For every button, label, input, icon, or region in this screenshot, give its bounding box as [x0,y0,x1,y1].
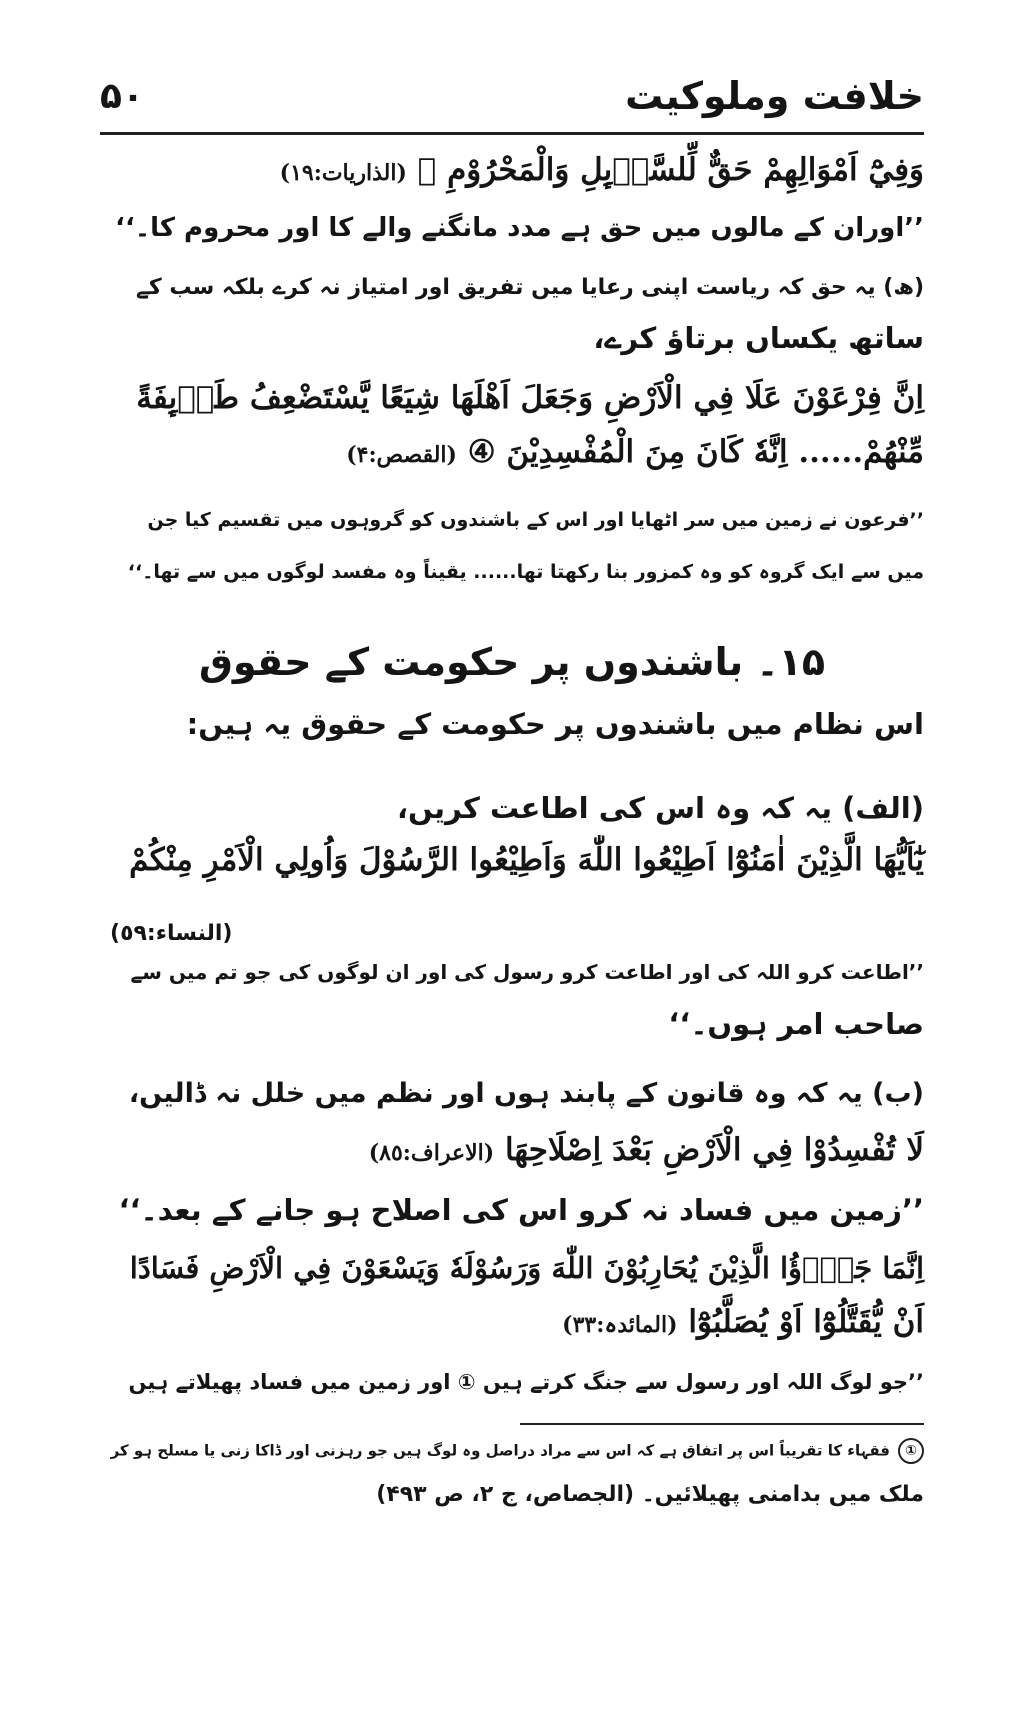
translation-line: ’’زمین میں فساد نہ کرو اس کی اصلاح ہو جانے کے بعد۔‘‘ [118,1193,924,1227]
verse-reference: (الاعراف:٨٥) [368,1140,495,1166]
translation-line: صاحب امر ہوں۔‘‘ [668,1007,924,1041]
verse-line: وَفِيْٓ اَمْوَالِهِمْ حَقٌّ لِّلسَّاۗىِٕلِ وَالْمَحْرُوْمِ ⑲ (الذاريات:١٩) [279,152,924,188]
verse-line: لَا تُفْسِدُوْا فِي الْاَرْضِ بَعْدَ اِصْلَاحِهَا (الاعراف:٨٥) [368,1132,924,1168]
running-title: خلافت وملوکیت [625,74,924,118]
translation-line: ’’جو لوگ اللہ اور رسول سے جنگ کرتے ہیں ① اور زمین میں فساد پھیلاتے ہیں [128,1370,924,1394]
section-heading: ۱۵۔ باشندوں پر حکومت کے حقوق [198,640,826,684]
footnote-line: ملک میں بدامنی پھیلائیں۔ (الجصاص، ج ۲، ص ۴۹۳) [376,1482,924,1507]
text-line: (ب) یہ کہ وہ قانون کے پابند ہوں اور نظم میں خلل نہ ڈالیں، [128,1078,924,1109]
verse-reference: (المائدہ:٣٣) [562,1312,678,1338]
translation-line: میں سے ایک گروہ کو وہ کمزور بنا رکھتا تھا...... یقیناً وہ مفسد لوگوں میں سے تھا۔‘‘ [127,561,924,583]
footnote-marker: ① [898,1438,924,1464]
verse-line: اِنَّ فِرْعَوْنَ عَلَا فِي الْاَرْضِ وَجَعَلَ اَهْلَهَا شِيَعًا يَّسْتَضْعِفُ طَاۗىِٕفَةً [136,380,924,416]
header-rule [100,132,924,135]
verse-reference-line [110,910,924,954]
footnote-line: ①فقہاء کا تقریباً اس پر اتفاق ہے کہ اس سے مراد دراصل وہ لوگ ہیں جو رہزنی اور ڈاکا زنی یا مسلح ہو کر [110,1438,924,1464]
verse-line: مِّنْهُمْ...... اِنَّهٗ كَانَ مِنَ الْمُفْسِدِيْنَ ④ (القصص:۴) [346,434,924,470]
verse-line: اَنْ يُّقَتَّلُوْٓا اَوْ يُصَلَّبُوْٓا (المائدہ:٣٣) [562,1304,924,1340]
translation-line: ’’فرعون نے زمین میں سر اٹھایا اور اس کے باشندوں کو گروہوں میں تقسیم کیا جن [147,509,924,531]
text-line: (ھ) یہ حق کہ ریاست اپنی رعایا میں تفریق اور امتیاز نہ کرے بلکہ سب کے [135,275,924,300]
footnote-rule [520,1423,924,1425]
verse-line: اِنَّمَا جَزٰۗؤُا الَّذِيْنَ يُحَارِبُوْنَ اللّٰهَ وَرَسُوْلَهٗ وَيَسْعَوْنَ فِي الْاَرْضِ فَسَادًا [129,1251,924,1285]
page-number: ۵۰ [100,76,144,117]
text-line: اس نظام میں باشندوں پر حکومت کے حقوق یہ ہیں: [186,707,924,741]
verse-line: يٰٓاَيُّهَا الَّذِيْنَ اٰمَنُوْٓا اَطِيْعُوا اللّٰهَ وَاَطِيْعُوا الرَّسُوْلَ وَاُولِي الْاَمْرِ مِنْكُمْ [129,842,924,878]
translation-line: ’’اطاعت کرو اللہ کی اور اطاعت کرو رسول کی اور ان لوگوں کی جو تم میں سے [130,960,924,984]
verse-reference: (القصص:۴) [346,442,457,468]
verse-reference: (الذاريات:١٩) [279,160,407,186]
verse-reference: (النساء:٥٩) [110,921,233,946]
text-line: (الف) یہ کہ وہ اس کی اطاعت کریں، [396,791,924,825]
translation-line: ’’اوران کے مالوں میں حق ہے مدد مانگنے والے کا اور محروم کا۔‘‘ [115,213,924,243]
page-header [100,70,924,132]
text-line: ساتھ یکساں برتاؤ کرے، [593,321,924,355]
